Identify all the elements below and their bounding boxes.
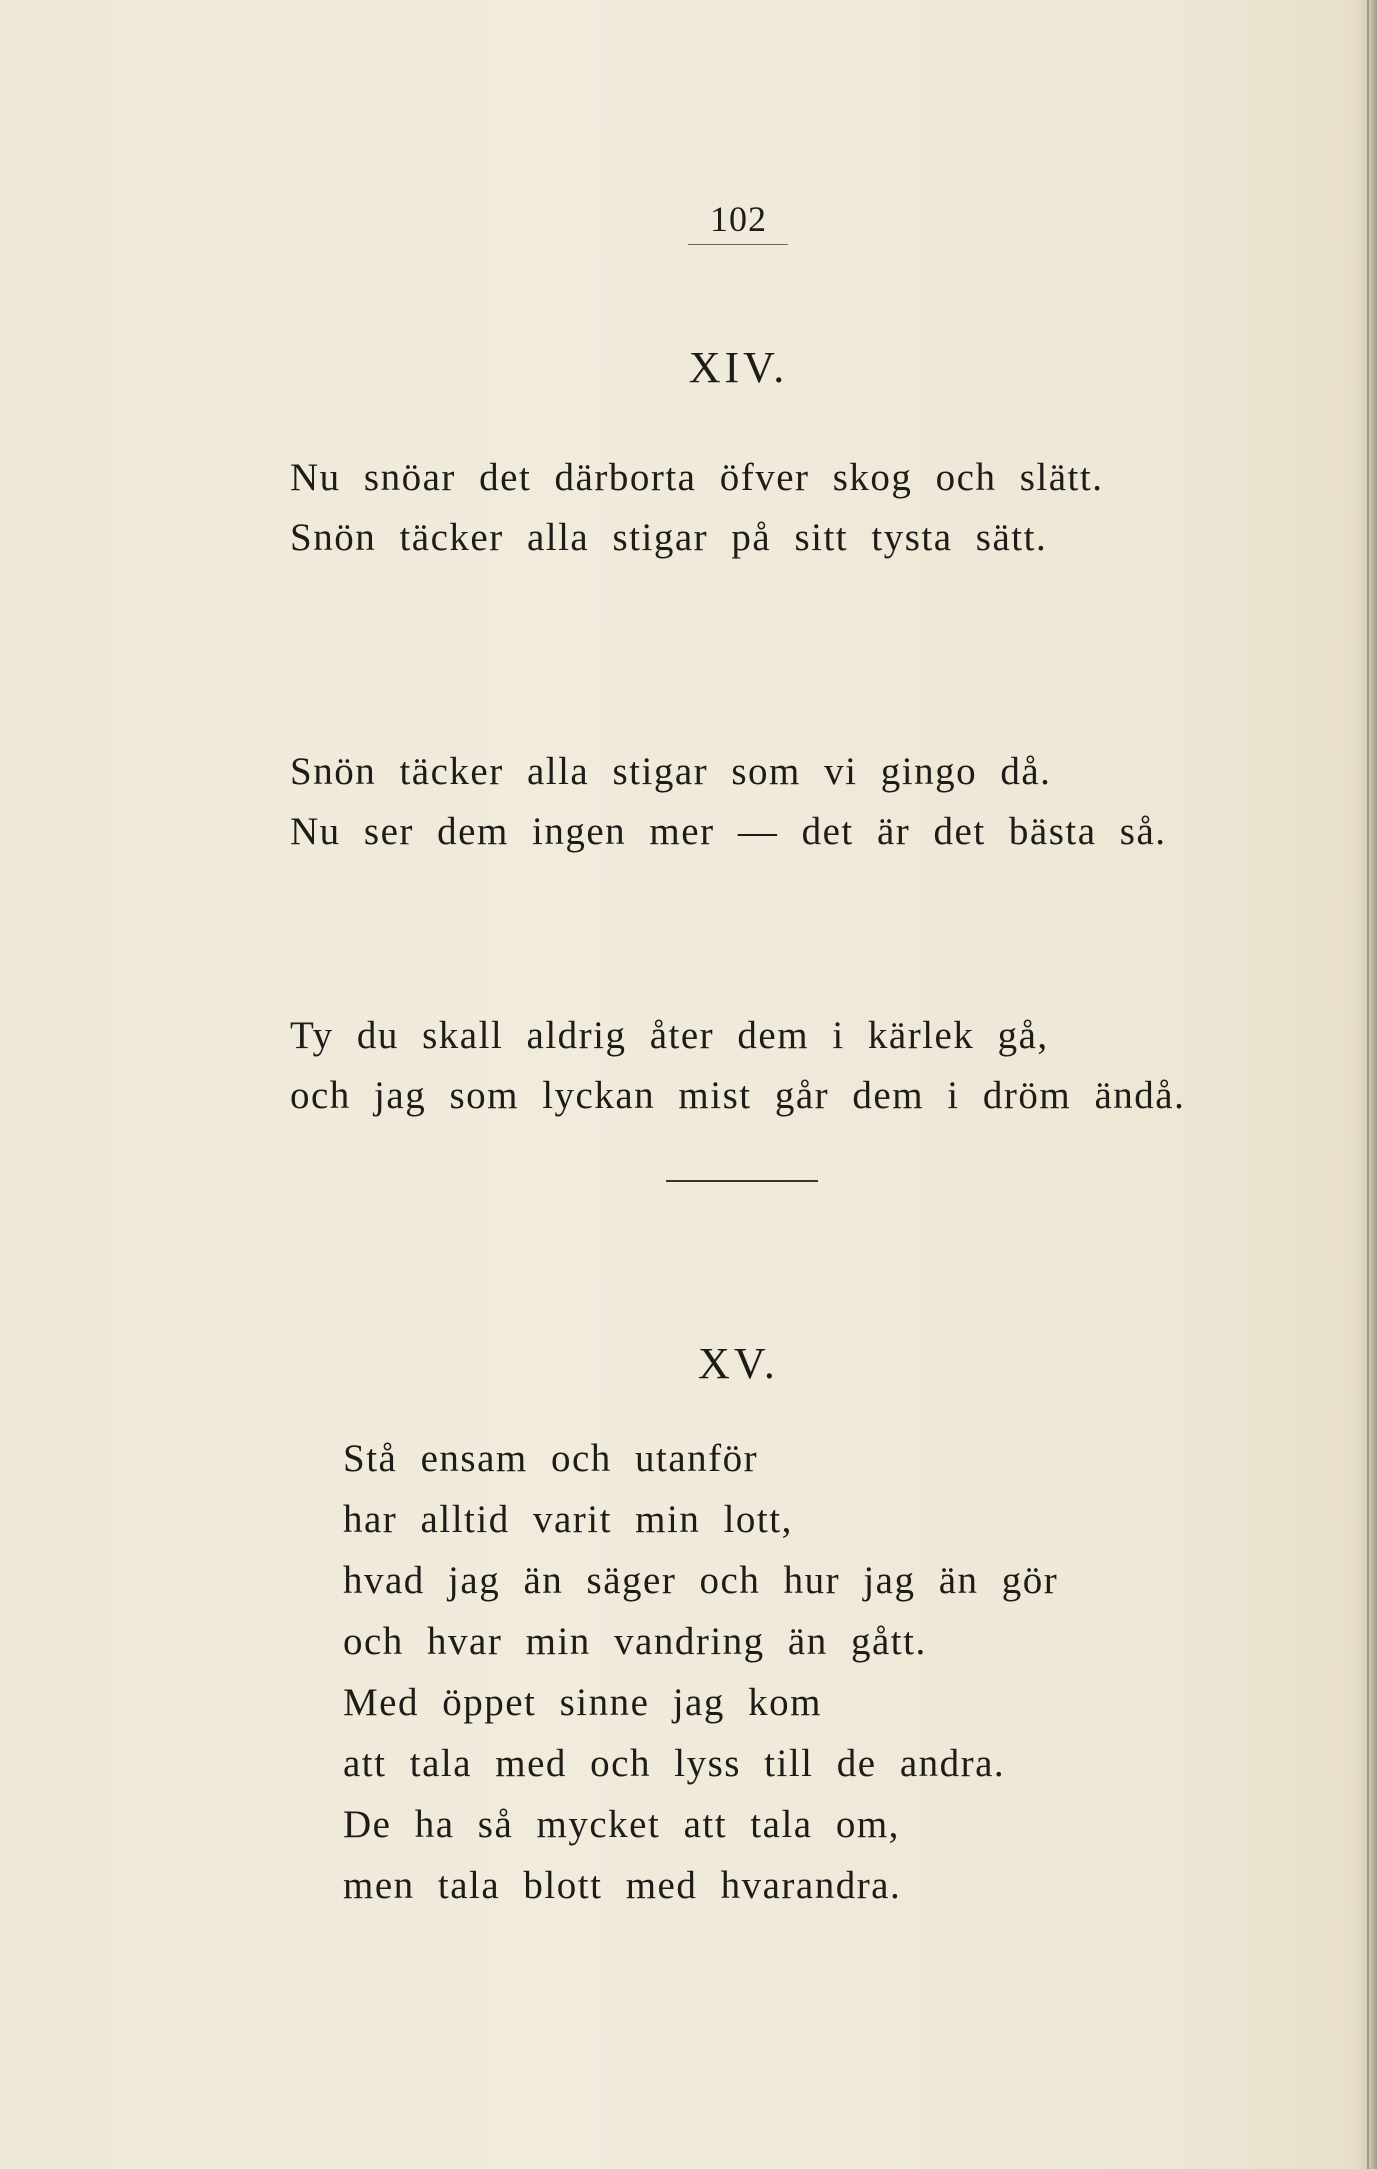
stanza-xiv-1 bbox=[290, 448, 1103, 568]
verse-line: Med öppet sinne jag kom bbox=[343, 1681, 822, 1724]
stanza-xv-1 bbox=[343, 1428, 1058, 1916]
verse-line: Snön täcker alla stigar som vi gingo då. bbox=[290, 750, 1052, 793]
verse-line: Nu ser dem ingen mer — det är det bästa så. bbox=[290, 810, 1167, 853]
verse-line: De ha så mycket att tala om, bbox=[343, 1803, 900, 1846]
page-edge-shadow bbox=[1355, 0, 1377, 2169]
verse-line: och hvar min vandring än gått. bbox=[343, 1620, 927, 1663]
verse-line: men tala blott med hvarandra. bbox=[343, 1864, 902, 1907]
page-edge-line bbox=[1367, 0, 1369, 2169]
verse-line: att tala med och lyss till de andra. bbox=[343, 1742, 1006, 1785]
section-divider bbox=[666, 1180, 818, 1182]
verse-line: och jag som lyckan mist går dem i dröm ändå. bbox=[290, 1074, 1186, 1117]
verse-line: Nu snöar det därborta öfver skog och slätt. bbox=[290, 456, 1104, 499]
stanza-xiv-2 bbox=[290, 742, 1167, 862]
verse-line: Snön täcker alla stigar på sitt tysta sätt. bbox=[290, 516, 1048, 559]
page-number-underline bbox=[688, 244, 788, 245]
poem-heading-xiv: XIV. bbox=[688, 343, 789, 392]
page-number: 102 bbox=[710, 199, 767, 239]
poem-heading-xv: XV. bbox=[698, 1339, 779, 1388]
verse-line: Ty du skall aldrig åter dem i kärlek gå, bbox=[290, 1014, 1049, 1057]
stanza-xiv-3 bbox=[290, 1006, 1185, 1126]
verse-line: hvad jag än säger och hur jag än gör bbox=[343, 1559, 1059, 1602]
verse-line: Stå ensam och utanför bbox=[343, 1437, 759, 1480]
verse-line: har alltid varit min lott, bbox=[343, 1498, 793, 1541]
